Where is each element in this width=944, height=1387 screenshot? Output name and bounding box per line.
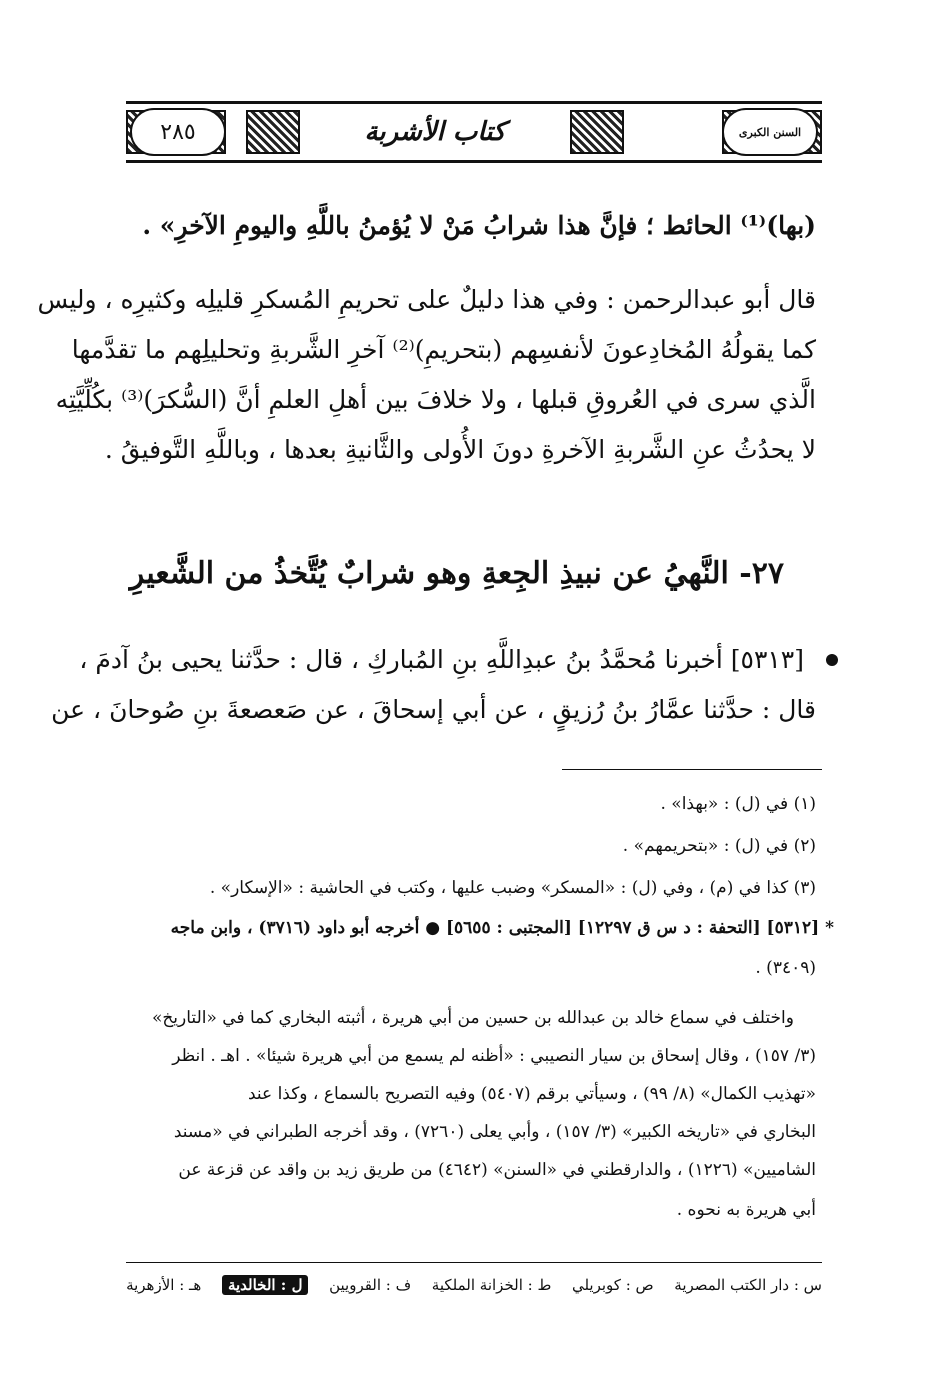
footnote-1: (١) في (ل) : «بهذا» . bbox=[660, 794, 816, 814]
book-title: كتاب الأشربة bbox=[364, 117, 506, 147]
page-header bbox=[126, 101, 822, 163]
bullet-icon bbox=[826, 654, 838, 666]
manuscript-sigla bbox=[126, 1270, 822, 1300]
footnote-2: (٢) في (ل) : «بتحريمهم» . bbox=[622, 836, 816, 856]
siglum-fa: ف : القرويين bbox=[329, 1276, 412, 1294]
body-line-4: الَّذي سرى في العُروقِ قبلها ، ولا خلافَ بين أهلِ العلمِ أنَّ (السُّكرَ)⁽³⁾ بكُلِّيَّتِه bbox=[55, 385, 816, 414]
siglum-sad: ص : كوبريلي bbox=[571, 1276, 654, 1294]
takhrij-para-5: الشاميين» (١٢٢٦) ، والدارقطني في «السنن» (٤٦٤٢) من طريق زيد بن واقد عن قزعة عن bbox=[178, 1160, 816, 1180]
sigla-divider bbox=[126, 1262, 822, 1263]
siglum-ha: هـ : الأزهرية bbox=[126, 1276, 202, 1294]
takhrij-star-line-2: (٣٤٠٩) . bbox=[755, 958, 816, 978]
takhrij-para-1: واختلف في سماع خالد بن عبدالله بن حسين من أبي هريرة ، أثبته البخاري كما في «التاريخ» bbox=[151, 1008, 794, 1028]
takhrij-para-3: «تهذيب الكمال» (٨/ ٩٩) ، وسيأتي برقم (٥٤٠٧) وفيه التصريح بالسماع ، وكذا عند bbox=[247, 1084, 816, 1104]
body-line-3: كما يقولُهُ المُخادِعونَ لأنفسِهم (بتحريمِ)⁽²⁾ آخرِ الشَّربةِ وتحليلِهم ما تقدَّمها bbox=[71, 335, 816, 364]
ornament-mid-left bbox=[246, 110, 300, 154]
siglum-ta: ط : الخزانة الملكية bbox=[431, 1276, 552, 1294]
footnote-divider bbox=[562, 769, 822, 770]
ornament-mid-right bbox=[570, 110, 624, 154]
body-line-1: (بها)⁽¹⁾ الحائط ؛ فإنَّ هذا شرابُ مَنْ لا يُؤمنُ باللَّهِ واليومِ الآخرِ» . bbox=[142, 211, 816, 240]
chapter-heading: ٢٧- النَّهيُ عن نبيذِ الجِعةِ وهو شرابٌ يُتَّخذُ من الشَّعيرِ bbox=[129, 556, 784, 591]
body-line-2: قال أبو عبدالرحمن : وفي هذا دليلٌ على تحريمِ المُسكرِ قليلِه وكثيرِه ، وليس bbox=[37, 285, 816, 314]
takhrij-para-6: أبي هريرة به نحوه . bbox=[676, 1200, 816, 1220]
footnote-3: (٣) كذا في (م) ، وفي (ل) : «المسكر» وضبب عليها ، وكتب في الحاشية : «الإسكار» . bbox=[209, 878, 816, 898]
siglum-s: س : دار الكتب المصرية bbox=[674, 1276, 822, 1294]
siglum-lam: ل : الخالدية bbox=[222, 1275, 309, 1295]
book-logo: السنن الكبرى bbox=[722, 108, 818, 156]
hadith-line-1: [٥٣١٣] أخبرنا مُحمَّدُ بنُ عبدِاللَّهِ بنِ المُباركِ ، قال : حدَّثنا يحيى بنُ آدمَ ، bbox=[79, 645, 804, 674]
takhrij-star-line: * [٥٣١٢] [التحفة : د س ق ١٢٢٩٧] [المجتبى : ٥٦٥٥] ● أخرجه أبو داود (٣٧١٦) ، وابن ماجه bbox=[170, 918, 834, 938]
takhrij-para-4: البخاري في «تاريخه الكبير» (٣/ ١٥٧) ، وأبي يعلى (٧٢٦٠) ، وقد أخرجه الطبراني في «مسند bbox=[173, 1122, 816, 1142]
hadith-line-2: قال : حدَّثنا عمَّارُ بنُ رُزيقٍ ، عن أبي إسحاقَ ، عن صَعصعةَ بنِ صُوحانَ ، عن bbox=[51, 695, 816, 724]
body-line-5: لا يحدُثُ عنِ الشَّربةِ الآخرةِ دونَ الأُولى والثَّانيةِ بعدها ، وباللَّهِ التَّوفيقُ . bbox=[104, 435, 816, 464]
takhrij-para-2: (٣/ ١٥٧) ، وقال إسحاق بن سيار النصيبي : «أظنه لم يسمع من أبي هريرة شيئا» . اهـ . انظر bbox=[172, 1046, 816, 1066]
page-number: ٢٨٥ bbox=[130, 108, 226, 156]
